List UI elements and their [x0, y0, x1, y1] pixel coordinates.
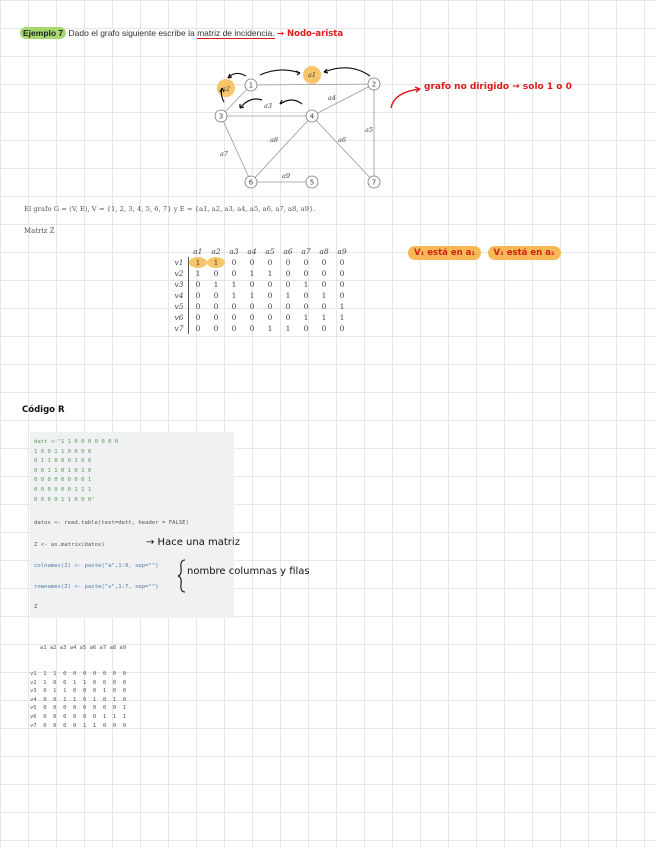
matrix-row-header: v5 — [170, 301, 189, 312]
matrix-cell: 0 — [231, 258, 237, 267]
matrix-row-header: v6 — [170, 312, 189, 323]
matrix-cell: 1 — [267, 324, 273, 333]
output-row: v1 1 1 0 0 0 0 0 0 0 — [30, 670, 127, 677]
example-badge: Ejemplo 7 — [20, 27, 66, 39]
matrix-cell: 1 — [207, 257, 225, 268]
matrix-cell: 0 — [303, 324, 309, 333]
code-datt-line: datt <-"1 1 0 0 0 0 0 0 0 — [34, 439, 119, 445]
brace-icon — [177, 558, 187, 594]
matrix-cell: 0 — [195, 324, 201, 333]
edge-label-a4: a4 — [328, 94, 337, 102]
matrix-cell: 0 — [303, 291, 309, 300]
matrix-cell: 1 — [267, 269, 273, 278]
matrix-cell: 0 — [285, 280, 291, 289]
header-annotation: → Nodo-arista — [276, 29, 344, 39]
matrix-row-header: v3 — [170, 279, 189, 290]
output-row: v7 0 0 0 0 1 1 0 0 0 — [30, 722, 127, 729]
code-datt-line: 1 0 0 1 1 0 0 0 0 — [34, 448, 92, 455]
matrix-cell: 0 — [339, 280, 345, 289]
matrix-cell: 0 — [267, 302, 273, 311]
code-datt-line: 0 1 1 0 0 0 1 0 0 — [34, 458, 92, 465]
matrix-cell: 1 — [339, 313, 345, 322]
matrix-cell: 0 — [231, 324, 237, 333]
matrix-cell: 0 — [195, 302, 201, 311]
matrix-cell: 0 — [267, 280, 273, 289]
matrix-cell: 1 — [231, 280, 237, 289]
code-datt-line: 0 0 0 0 0 0 1 1 1 — [34, 486, 92, 493]
matrix-col-header: a5 — [265, 247, 275, 256]
code-asmatrix: Z <- as.matrix(datos) — [34, 542, 105, 548]
matrix-row-header: v7 — [170, 323, 189, 334]
matrix-row — [170, 323, 351, 334]
matrix-cell: 0 — [213, 269, 219, 278]
matrix-cell: 0 — [231, 302, 237, 311]
matrix-cell: 0 — [339, 291, 345, 300]
matrix-cell: 1 — [303, 280, 309, 289]
note-names: nombre columnas y filas — [187, 566, 310, 577]
node-6: 6 — [248, 178, 254, 187]
example-header — [20, 28, 343, 39]
code-rownames: rownames(Z) <- paste("v",1:7, sep="") — [34, 584, 159, 590]
matrix-cell: 0 — [195, 280, 201, 289]
edge-label-a3: a3 — [264, 102, 273, 110]
code-colnames: colnames(Z) <- paste("a",1:9, sep="") — [34, 563, 159, 569]
edge-label-a2: a2 — [222, 85, 231, 93]
matrix-col-header: a8 — [319, 247, 329, 256]
matrix-cell: 0 — [213, 313, 219, 322]
matrix-cell: 0 — [321, 258, 327, 267]
matrix-cell: 1 — [285, 324, 291, 333]
matrix-cell: 1 — [231, 291, 237, 300]
code-datt-line: 0 0 0 0 1 1 0 0 0" — [34, 496, 95, 503]
matrix-cell: 0 — [285, 302, 291, 311]
matrix-row — [170, 312, 351, 323]
matrix-cell: 0 — [249, 258, 255, 267]
matrix-row-header: v2 — [170, 268, 189, 279]
matrix-cell: 0 — [213, 291, 219, 300]
matrix-row-header: v4 — [170, 290, 189, 301]
matrix-cell: 0 — [339, 324, 345, 333]
matrix-cell: 0 — [303, 302, 309, 311]
matrix-cell: 0 — [195, 313, 201, 322]
graph-note: grafo no dirigido → solo 1 o 0 — [424, 82, 572, 92]
matrix-cell: 1 — [249, 269, 255, 278]
matrix-cell: 0 — [267, 313, 273, 322]
matrix-cell: 0 — [231, 313, 237, 322]
matrix-cell: 1 — [339, 302, 345, 311]
matrix-label: Matriz Z — [24, 227, 55, 235]
matrix-cell: 0 — [303, 269, 309, 278]
matrix-cell: 1 — [321, 313, 327, 322]
matrix-cell: 0 — [321, 324, 327, 333]
annotation-pills — [408, 242, 561, 260]
matrix-cell: 0 — [231, 269, 237, 278]
edge-label-a6: a6 — [338, 136, 347, 144]
code-read: datos <- read.table(text=datt, header = FALSE) — [34, 520, 189, 526]
matrix-cell: 1 — [195, 269, 201, 278]
matrix-cell: 0 — [249, 302, 255, 311]
matrix-cell: 0 — [195, 291, 201, 300]
r-output — [30, 627, 126, 739]
matrix-cell: 0 — [213, 302, 219, 311]
matrix-row-header: v1 — [170, 257, 189, 268]
code-datt-line: 0 0 0 0 0 0 0 0 1 — [34, 477, 92, 484]
incidence-matrix — [170, 246, 351, 334]
output-row: v3 0 1 1 0 0 0 1 0 0 — [30, 688, 127, 695]
matrix-cell: 0 — [249, 324, 255, 333]
edge-label-a7: a7 — [220, 150, 229, 158]
matrix-cell: 0 — [321, 280, 327, 289]
output-row: v4 0 0 1 1 0 1 0 1 0 — [30, 696, 127, 703]
matrix-cell: 1 — [303, 313, 309, 322]
matrix-col-header: a1 — [193, 247, 203, 256]
output-row: v2 1 0 0 1 1 0 0 0 0 — [30, 679, 127, 686]
matrix-cell: 1 — [213, 280, 219, 289]
matrix-col-header: a2 — [211, 247, 221, 256]
matrix-col-header: a3 — [229, 247, 239, 256]
matrix-col-header: a4 — [247, 247, 257, 256]
matrix-cell: 0 — [267, 258, 273, 267]
matrix-cell: 1 — [285, 291, 291, 300]
node-5: 5 — [309, 178, 315, 187]
matrix-row — [170, 268, 351, 279]
note-as-matrix: → Hace una matriz — [146, 537, 240, 548]
matrix-cell: 0 — [321, 269, 327, 278]
matrix-col-header: a7 — [301, 247, 311, 256]
edge-label-a5: a5 — [365, 126, 374, 134]
header-underlined: matriz de incidencia. — [197, 28, 275, 38]
matrix-cell: 0 — [285, 258, 291, 267]
edge-label-a1: a1 — [308, 71, 317, 79]
matrix-cell: 1 — [189, 257, 208, 268]
matrix-cell: 0 — [339, 258, 345, 267]
edge-a1 — [251, 84, 374, 85]
output-row: v6 0 0 0 0 0 0 1 1 1 — [30, 713, 127, 720]
code-title: Código R — [22, 405, 65, 415]
matrix-row — [170, 279, 351, 290]
node-4: 4 — [309, 112, 315, 121]
matrix-row — [170, 301, 351, 312]
edge-label-a8: a8 — [270, 136, 279, 144]
matrix-cell: 0 — [339, 269, 345, 278]
red-arrow-icon — [388, 84, 424, 110]
output-row: v5 0 0 0 0 0 0 0 0 1 — [30, 705, 127, 712]
output-header: a1 a2 a3 a4 a5 a6 a7 a8 a9 — [30, 645, 127, 652]
node-3: 3 — [218, 112, 224, 121]
node-2: 2 — [371, 80, 377, 89]
header-text: Dado el grafo siguiente escribe la — [68, 28, 198, 38]
node-7: 7 — [371, 178, 377, 187]
matrix-cell: 0 — [285, 313, 291, 322]
code-z: Z — [34, 604, 38, 610]
pill-v1-a2: V₁ está en a₂ — [488, 246, 561, 260]
code-datt-line: 0 0 1 1 0 1 0 1 0 — [34, 467, 92, 474]
matrix-cell: 1 — [321, 291, 327, 300]
graph-figure — [200, 60, 400, 195]
edge-label-a9: a9 — [282, 172, 291, 180]
edge-a7 — [221, 116, 251, 182]
matrix-cell: 0 — [285, 269, 291, 278]
matrix-row — [170, 290, 351, 301]
matrix-cell: 1 — [249, 291, 255, 300]
node-1: 1 — [248, 81, 254, 90]
matrix-row — [170, 257, 351, 268]
matrix-cell: 0 — [249, 313, 255, 322]
matrix-cell: 0 — [267, 291, 273, 300]
edge-a4 — [312, 84, 374, 116]
graph-definition: El grafo G = (V, E), V = {1, 2, 3, 4, 5, 6, 7} y E = {a1, a2, a3, a4, a5, a6, a7, a8, a9}. — [24, 205, 316, 213]
matrix-cell: 0 — [249, 280, 255, 289]
matrix-col-header: a9 — [337, 247, 347, 256]
matrix-cell: 0 — [213, 324, 219, 333]
matrix-cell: 0 — [303, 258, 309, 267]
r-code-block — [30, 432, 234, 618]
matrix-col-header: a6 — [283, 247, 293, 256]
matrix-cell: 0 — [321, 302, 327, 311]
pill-v1-a1: V₁ está en a₁ — [408, 246, 481, 260]
